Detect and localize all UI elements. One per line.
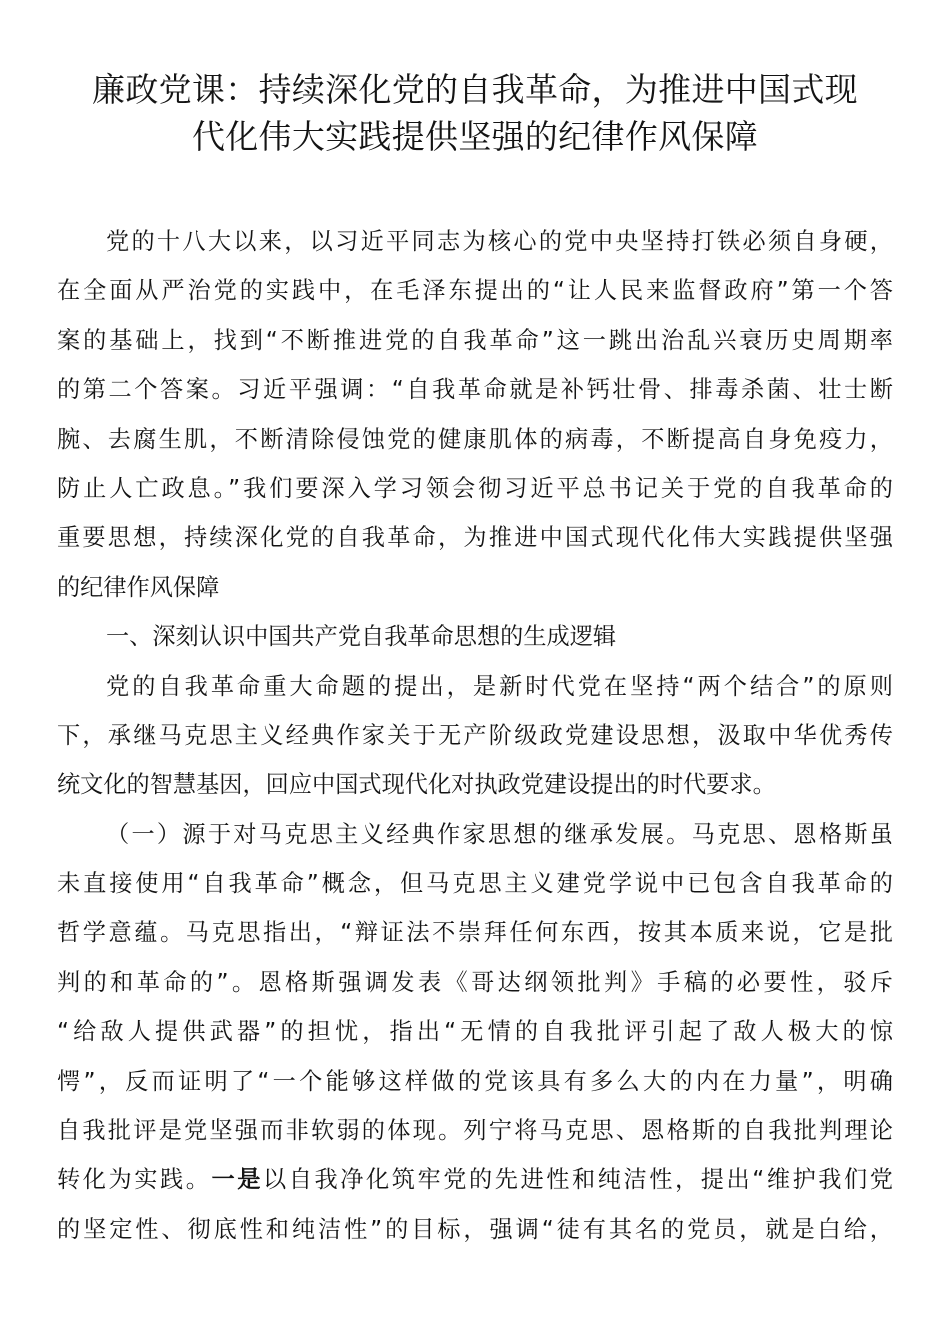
paragraph-line: 的第二个答案。习近平强调：“自我革命就是补钙壮骨、排毒杀菌、壮士断 (57, 376, 893, 404)
paragraph-line: 党的十八大以来，以习近平同志为核心的党中央坚持打铁必须自身硬， (106, 228, 893, 255)
subsection-line: （一）源于对马克思主义经典作家思想的继承发展。马克思、恩格斯虽 (106, 820, 893, 848)
document-title-line-2: 代化伟大实践提供坚强的纪律作风保障 (191, 117, 759, 156)
document-body (57, 222, 893, 1259)
paragraph-line (57, 1160, 893, 1209)
paragraph-line: 愕”，反而证明了“一个能够这样做的党该具有多么大的内在力量”，明确 (57, 1067, 893, 1095)
line-text: 以自我净化筑牢党的先进性和纯洁性，提出“维护我们党 (263, 1166, 893, 1194)
paragraph-line: 腕、去腐生肌，不断清除侵蚀党的健康肌体的病毒，不断提高自身免疫力， (57, 425, 893, 453)
paragraph-line: 未直接使用“自我革命”概念，但马克思主义建党学说中已包含自我革命的 (57, 870, 893, 898)
paragraph-line: 案的基础上，找到“不断推进党的自我革命”这一跳出治乱兴衰历史周期率 (57, 326, 893, 354)
paragraph-line: 的坚定性、彻底性和纯洁性”的目标，强调“徒有其名的党员，就是白给， (57, 1215, 893, 1243)
paragraph-line: 防止人亡政息。”我们要深入学习领会彻习近平总书记关于党的自我革命的 (57, 474, 893, 502)
section-heading: 一、深刻认识中国共产党自我革命思想的生成逻辑 (106, 623, 617, 651)
paragraph-line: 自我批评是党坚强而非软弱的体现。列宁将马克思、恩格斯的自我批判理论 (57, 1117, 893, 1145)
paragraph-line: 统文化的智慧基因，回应中国式现代化对执政党建设提出的时代要求。 (57, 771, 776, 799)
paragraph-line: 下，承继马克思主义经典作家关于无产阶级政党建设思想，汲取中华优秀传 (57, 721, 893, 749)
paragraph-line: 重要思想，持续深化党的自我革命，为推进中国式现代化伟大实践提供坚强 (57, 524, 893, 552)
paragraph-line: 党的自我革命重大命题的提出，是新时代党在坚持“两个结合”的原则 (106, 672, 893, 700)
paragraph-line: “给敌人提供武器”的担忧，指出“无情的自我批评引起了敌人极大的惊 (57, 1018, 893, 1046)
paragraph-line: 在全面从严治党的实践中，在毛泽东提出的“让人民来监督政府”第一个答 (57, 277, 893, 305)
paragraph-line: 判的和革命的”。恩格斯强调发表《哥达纲领批判》手稿的必要性，驳斥 (57, 968, 893, 996)
paragraph-line: 的纪律作风保障 (57, 573, 220, 601)
emphasis-text: 一是 (211, 1166, 263, 1194)
paragraph-line: 哲学意蕴。马克思指出，“辩证法不崇拜任何东西，按其本质来说，它是批 (57, 919, 893, 947)
document-title-line-1: 廉政党课：持续深化党的自我革命，为推进中国式现 (92, 70, 858, 109)
line-text: 转化为实践。 (57, 1166, 212, 1194)
